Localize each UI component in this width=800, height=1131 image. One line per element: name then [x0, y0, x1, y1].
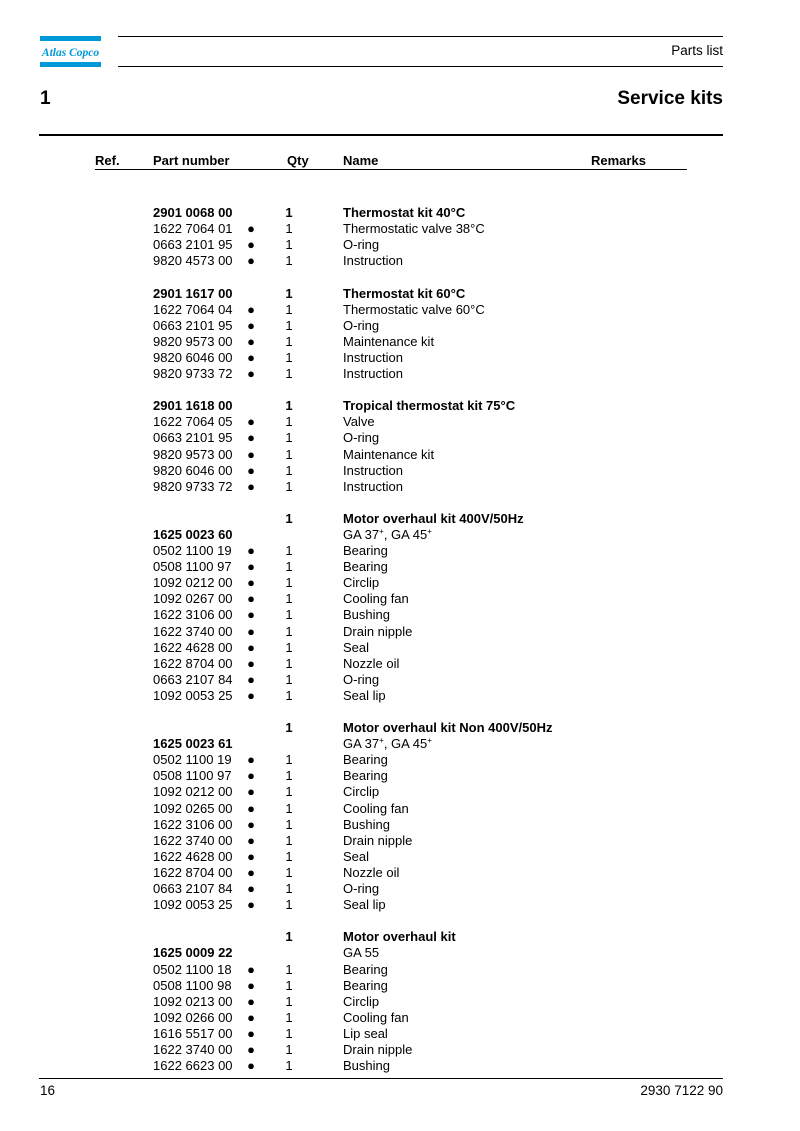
bullet-icon: ● [247, 784, 255, 800]
table-row [0, 881, 800, 897]
table-row [0, 640, 800, 656]
part-number: 1622 8704 00 [153, 864, 233, 880]
part-number: 1625 0023 61 [153, 736, 233, 752]
part-name: Instruction [343, 366, 403, 382]
model-text: , GA 45 [383, 526, 428, 542]
chapter-number: 1 [40, 88, 51, 109]
part-name: Motor overhaul kit 400V/50Hz [343, 510, 524, 526]
bullet-icon: ● [247, 1009, 255, 1025]
model-applicability [343, 736, 432, 752]
part-name: Instruction [343, 462, 403, 478]
part-name: Motor overhaul kit [343, 929, 456, 945]
part-name: Drain nipple [343, 1041, 413, 1057]
part-number: 1092 0212 00 [153, 575, 233, 591]
model-applicability [343, 527, 432, 543]
table-row [0, 430, 800, 446]
part-number: 1092 0212 00 [153, 784, 233, 800]
part-number: 1092 0266 00 [153, 1009, 233, 1025]
table-row [0, 414, 800, 430]
bullet-icon: ● [247, 977, 255, 993]
part-number: 1622 6623 00 [153, 1058, 233, 1074]
table-row [0, 447, 800, 463]
part-name: O-ring [343, 237, 380, 253]
bullet-icon: ● [247, 623, 255, 639]
part-number: 0502 1100 19 [153, 752, 232, 768]
quantity: 1 [285, 977, 293, 993]
table-row [0, 672, 800, 688]
table-row [0, 463, 800, 479]
table-row [0, 962, 800, 978]
part-number: 1092 0265 00 [153, 800, 233, 816]
table-row [0, 591, 800, 607]
part-number: 1092 0053 25 [153, 687, 233, 703]
model-text: GA 55 [343, 945, 380, 961]
part-number: 0663 2101 95 [153, 430, 233, 446]
part-name: Seal [343, 848, 370, 864]
row-spacer [0, 189, 800, 205]
part-number: 2901 1618 00 [153, 398, 233, 414]
bullet-icon: ● [247, 752, 255, 768]
part-number: 0508 1100 98 [153, 977, 232, 993]
bullet-icon: ● [247, 687, 255, 703]
col-header-ref: Ref. [95, 153, 120, 168]
model-text: GA 37 [343, 736, 380, 752]
superscript-mark: + [427, 736, 432, 746]
kit-row [0, 929, 800, 945]
quantity: 1 [285, 768, 293, 784]
part-number: 9820 9733 72 [153, 366, 233, 382]
quantity: 1 [285, 285, 293, 301]
part-number: 9820 9573 00 [153, 446, 233, 462]
quantity: 1 [285, 1025, 293, 1041]
table-row [0, 768, 800, 784]
table-row [0, 865, 800, 881]
table-row [0, 1010, 800, 1026]
quantity: 1 [285, 478, 293, 494]
part-number: 1622 4628 00 [153, 848, 233, 864]
part-number: 2901 1617 00 [153, 285, 233, 301]
page-number: 16 [40, 1083, 56, 1098]
part-name: Thermostatic valve 60°C [343, 301, 485, 317]
quantity: 1 [285, 623, 293, 639]
part-name: Circlip [343, 575, 380, 591]
part-number: 1092 0053 25 [153, 897, 233, 913]
table-row [0, 575, 800, 591]
row-spacer [0, 704, 800, 720]
logo-text: Atlas Copco [41, 47, 100, 59]
kit-row [0, 398, 800, 414]
row-spacer [0, 269, 800, 285]
bullet-icon: ● [247, 575, 255, 591]
part-name: O-ring [343, 430, 380, 446]
part-name: Cooling fan [343, 800, 409, 816]
part-name: Lip seal [343, 1025, 388, 1041]
quantity: 1 [285, 993, 293, 1009]
quantity: 1 [285, 366, 293, 382]
part-name: Bearing [343, 961, 388, 977]
part-name: Maintenance kit [343, 333, 435, 349]
bullet-icon: ● [247, 1058, 255, 1074]
bullet-icon: ● [247, 800, 255, 816]
quantity: 1 [285, 784, 293, 800]
part-name: Circlip [343, 784, 380, 800]
part-name: Bearing [343, 977, 388, 993]
bullet-icon: ● [247, 607, 255, 623]
quantity: 1 [285, 510, 293, 526]
quantity: 1 [285, 881, 293, 897]
part-name: Bearing [343, 752, 388, 768]
superscript-mark: + [379, 736, 384, 746]
bullet-icon: ● [247, 414, 255, 430]
part-number: 0663 2101 95 [153, 317, 233, 333]
quantity: 1 [285, 591, 293, 607]
quantity: 1 [285, 897, 293, 913]
quantity: 1 [285, 864, 293, 880]
bullet-icon: ● [247, 333, 255, 349]
doc-type-label: Parts list [671, 43, 723, 58]
bullet-icon: ● [247, 1025, 255, 1041]
col-header-remarks: Remarks [591, 153, 646, 168]
bullet-icon: ● [247, 253, 255, 269]
part-name: Drain nipple [343, 623, 413, 639]
part-number: 9820 9573 00 [153, 333, 233, 349]
quantity: 1 [285, 832, 293, 848]
model-text: , GA 45 [383, 736, 428, 752]
quantity: 1 [285, 349, 293, 365]
table-row [0, 624, 800, 640]
footer-rule [39, 1078, 723, 1079]
part-name: Bearing [343, 559, 388, 575]
table-row [0, 479, 800, 495]
bullet-icon: ● [247, 897, 255, 913]
bullet-icon: ● [247, 543, 255, 559]
quantity: 1 [285, 961, 293, 977]
part-number: 1622 3106 00 [153, 607, 233, 623]
superscript-mark: + [427, 526, 432, 536]
part-number: 1622 8704 00 [153, 655, 233, 671]
bullet-icon: ● [247, 478, 255, 494]
bullet-icon: ● [247, 462, 255, 478]
part-name: Thermostat kit 40°C [343, 205, 466, 221]
bullet-icon: ● [247, 446, 255, 462]
title-rule [39, 134, 723, 136]
model-applicability [343, 945, 379, 961]
quantity: 1 [285, 446, 293, 462]
quantity: 1 [285, 1009, 293, 1025]
column-header-rule [95, 169, 687, 170]
bullet-icon: ● [247, 1041, 255, 1057]
part-number: 1622 7064 04 [153, 301, 233, 317]
col-header-qty: Qty [287, 153, 309, 168]
part-name: Maintenance kit [343, 446, 435, 462]
bullet-icon: ● [247, 221, 255, 237]
table-row [0, 366, 800, 382]
part-number: 0508 1100 97 [153, 559, 232, 575]
parts-table [0, 189, 800, 1074]
part-number: 1622 3106 00 [153, 816, 233, 832]
table-row [0, 253, 800, 269]
table-row [0, 833, 800, 849]
part-number: 9820 4573 00 [153, 253, 233, 269]
quantity: 1 [285, 575, 293, 591]
quantity: 1 [285, 816, 293, 832]
header-top-rule [118, 36, 723, 37]
part-name: Bushing [343, 607, 390, 623]
bullet-icon: ● [247, 349, 255, 365]
part-name: Tropical thermostat kit 75°C [343, 398, 516, 414]
table-row [0, 559, 800, 575]
table-row [0, 688, 800, 704]
bullet-icon: ● [247, 237, 255, 253]
bullet-icon: ● [247, 591, 255, 607]
quantity: 1 [285, 414, 293, 430]
table-row [0, 237, 800, 253]
part-number: 1092 0213 00 [153, 993, 233, 1009]
quantity: 1 [285, 720, 293, 736]
table-row [0, 897, 800, 913]
part-name: Nozzle oil [343, 655, 400, 671]
bullet-icon: ● [247, 961, 255, 977]
quantity: 1 [285, 221, 293, 237]
quantity: 1 [285, 317, 293, 333]
quantity: 1 [285, 1058, 293, 1074]
quantity: 1 [285, 237, 293, 253]
part-name: Seal lip [343, 687, 386, 703]
bullet-icon: ● [247, 993, 255, 1009]
part-number: 9820 9733 72 [153, 478, 233, 494]
row-spacer [0, 382, 800, 398]
part-number: 1625 0009 22 [153, 945, 233, 961]
part-name: O-ring [343, 317, 380, 333]
table-row [0, 1026, 800, 1042]
quantity: 1 [285, 655, 293, 671]
bullet-icon: ● [247, 768, 255, 784]
table-row [0, 221, 800, 237]
table-row [0, 817, 800, 833]
part-name: O-ring [343, 671, 380, 687]
bullet-icon: ● [247, 317, 255, 333]
superscript-mark: + [379, 526, 384, 536]
part-number: 1622 4628 00 [153, 639, 233, 655]
quantity: 1 [285, 1041, 293, 1057]
bullet-icon: ● [247, 816, 255, 832]
table-row [0, 318, 800, 334]
part-number: 0663 2107 84 [153, 881, 233, 897]
atlas-copco-logo [40, 36, 101, 67]
row-spacer [0, 913, 800, 929]
bullet-icon: ● [247, 301, 255, 317]
part-name: Instruction [343, 478, 403, 494]
part-name: Seal lip [343, 897, 386, 913]
quantity: 1 [285, 543, 293, 559]
part-number: 9820 6046 00 [153, 462, 233, 478]
bullet-icon: ● [247, 559, 255, 575]
table-row [0, 752, 800, 768]
kit-row [0, 945, 800, 961]
table-row [0, 656, 800, 672]
table-row [0, 801, 800, 817]
kit-row [0, 527, 800, 543]
page-title: Service kits [617, 88, 723, 109]
part-number: 1622 3740 00 [153, 1041, 233, 1057]
kit-row [0, 511, 800, 527]
quantity: 1 [285, 929, 293, 945]
part-number: 2901 0068 00 [153, 205, 233, 221]
quantity: 1 [285, 639, 293, 655]
table-row [0, 994, 800, 1010]
part-name: Drain nipple [343, 832, 413, 848]
part-number: 0508 1100 97 [153, 768, 232, 784]
model-text: GA 37 [343, 526, 380, 542]
part-name: Instruction [343, 349, 403, 365]
row-spacer [0, 495, 800, 511]
header-bottom-rule [118, 66, 723, 67]
quantity: 1 [285, 800, 293, 816]
quantity: 1 [285, 687, 293, 703]
part-number: 1625 0023 60 [153, 526, 233, 542]
kit-row [0, 720, 800, 736]
col-header-part-number: Part number [153, 153, 230, 168]
part-number: 1622 3740 00 [153, 832, 233, 848]
part-number: 1622 7064 05 [153, 414, 233, 430]
table-row [0, 302, 800, 318]
part-number: 1616 5517 00 [153, 1025, 233, 1041]
quantity: 1 [285, 333, 293, 349]
document-number: 2930 7122 90 [640, 1083, 723, 1098]
part-name: Bushing [343, 816, 390, 832]
quantity: 1 [285, 752, 293, 768]
quantity: 1 [285, 301, 293, 317]
part-number: 0502 1100 19 [153, 543, 232, 559]
part-name: O-ring [343, 881, 380, 897]
part-number: 0663 2107 84 [153, 671, 233, 687]
col-header-name: Name [343, 153, 379, 168]
table-row [0, 607, 800, 623]
part-name: Thermostat kit 60°C [343, 285, 466, 301]
quantity: 1 [285, 462, 293, 478]
bullet-icon: ● [247, 639, 255, 655]
bullet-icon: ● [247, 655, 255, 671]
table-row [0, 334, 800, 350]
bullet-icon: ● [247, 832, 255, 848]
quantity: 1 [285, 848, 293, 864]
table-row [0, 1042, 800, 1058]
part-name: Valve [343, 414, 375, 430]
bullet-icon: ● [247, 430, 255, 446]
part-name: Cooling fan [343, 591, 409, 607]
bullet-icon: ● [247, 864, 255, 880]
quantity: 1 [285, 205, 293, 221]
part-name: Bearing [343, 768, 388, 784]
quantity: 1 [285, 398, 293, 414]
part-number: 9820 6046 00 [153, 349, 233, 365]
quantity: 1 [285, 671, 293, 687]
bullet-icon: ● [247, 366, 255, 382]
bullet-icon: ● [247, 848, 255, 864]
part-number: 1092 0267 00 [153, 591, 233, 607]
kit-row [0, 286, 800, 302]
bullet-icon: ● [247, 671, 255, 687]
part-name: Bearing [343, 543, 388, 559]
part-name: Thermostatic valve 38°C [343, 221, 485, 237]
table-row [0, 543, 800, 559]
table-row [0, 350, 800, 366]
part-name: Nozzle oil [343, 864, 400, 880]
table-row [0, 849, 800, 865]
part-name: Seal [343, 639, 370, 655]
quantity: 1 [285, 607, 293, 623]
table-row [0, 784, 800, 800]
part-name: Cooling fan [343, 1009, 409, 1025]
part-name: Circlip [343, 993, 380, 1009]
part-number: 1622 3740 00 [153, 623, 233, 639]
quantity: 1 [285, 559, 293, 575]
bullet-icon: ● [247, 881, 255, 897]
part-number: 0502 1100 18 [153, 961, 232, 977]
table-row [0, 1058, 800, 1074]
part-name: Motor overhaul kit Non 400V/50Hz [343, 720, 553, 736]
quantity: 1 [285, 253, 293, 269]
part-name: Bushing [343, 1058, 390, 1074]
part-number: 1622 7064 01 [153, 221, 233, 237]
kit-row [0, 205, 800, 221]
part-name: Instruction [343, 253, 403, 269]
quantity: 1 [285, 430, 293, 446]
table-row [0, 978, 800, 994]
kit-row [0, 736, 800, 752]
part-number: 0663 2101 95 [153, 237, 233, 253]
